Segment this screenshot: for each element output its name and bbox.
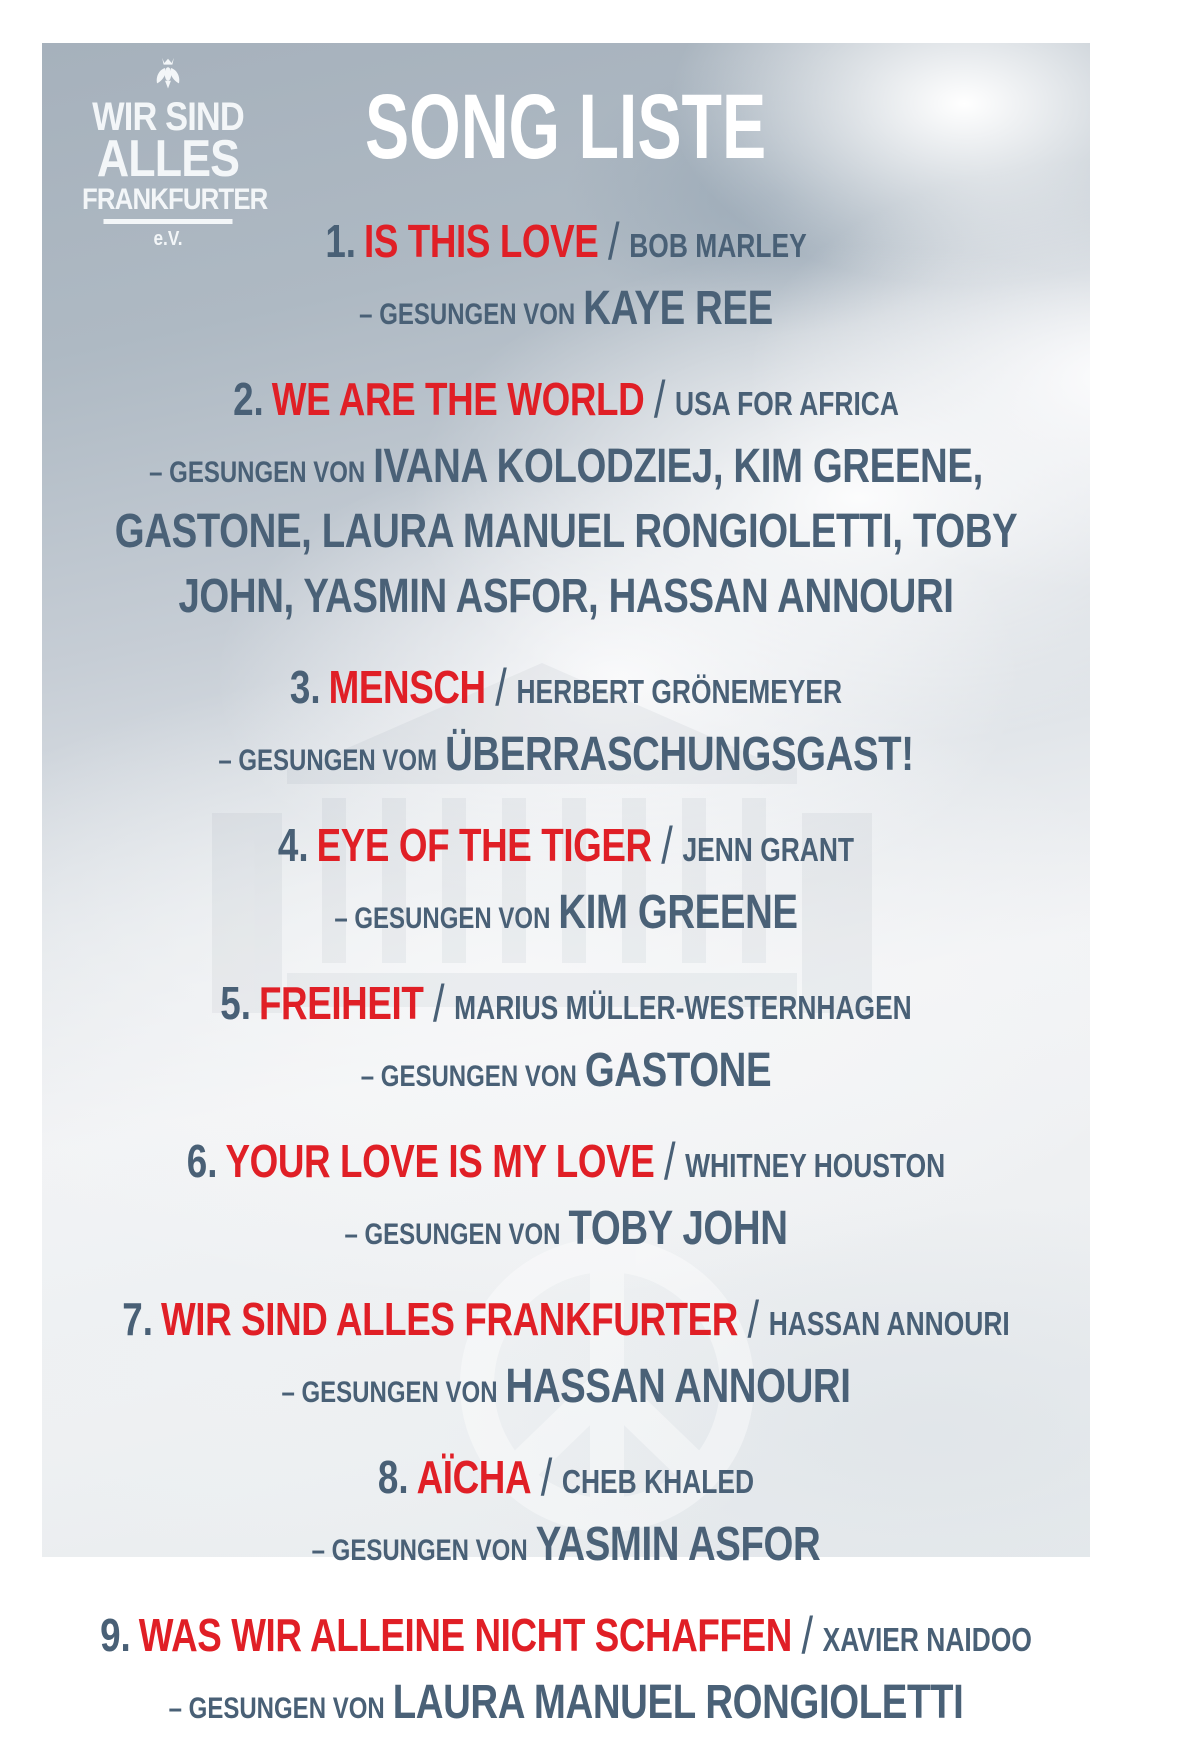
song-title-line (62, 973, 1070, 1044)
sung-by-prefix: – GESUNGEN VON (344, 1218, 561, 1251)
song-singer-line (62, 1202, 1070, 1267)
song-artist: HERBERT GRÖNEMEYER (516, 673, 843, 710)
slash-separator: / (433, 975, 445, 1033)
logo-line-2: ALLES (96, 130, 240, 188)
song-title: WIR SIND ALLES FRANKFURTER (160, 1293, 738, 1345)
song-singers: YASMIN ASFOR (535, 1518, 821, 1571)
song-singer-line (62, 1044, 1070, 1109)
song-artist: CHEB KHALED (561, 1463, 755, 1500)
song-singer-line (62, 886, 1070, 951)
sung-by-prefix: – GESUNGEN VON (168, 1692, 385, 1725)
song-singer-line (62, 1518, 1070, 1583)
song-singer-line (62, 440, 1070, 635)
song-title-line (62, 1605, 1070, 1676)
song-singers: KAYE REE (583, 282, 773, 335)
song-number: 4. (277, 819, 309, 871)
slash-separator: / (747, 1291, 760, 1349)
sung-by-prefix: – GESUNGEN VON (149, 456, 366, 489)
song-entry (62, 1605, 1070, 1741)
song-entry (62, 815, 1070, 951)
song-title: EYE OF THE TIGER (316, 819, 652, 871)
poster-background (42, 43, 1090, 1729)
song-number: 9. (100, 1609, 131, 1661)
song-title-line (62, 1131, 1070, 1202)
song-entry (62, 657, 1070, 793)
song-title: WAS WIR ALLEINE NICHT SCHAFFEN (138, 1609, 792, 1661)
sung-by-prefix: – GESUNGEN VON (311, 1534, 528, 1567)
logo-line-3: FRANKFURTER (82, 182, 268, 216)
song-entry (62, 211, 1070, 347)
song-singers: ÜBERRASCHUNGSGAST! (445, 728, 914, 781)
logo-ev-suffix: e.V. (153, 228, 183, 251)
sung-by-prefix: – GESUNGEN VON (334, 902, 551, 935)
sung-by-prefix: – GESUNGEN VON (360, 1060, 577, 1093)
song-singers: IVANA KOLODZIEJ, KIM GREENE, GASTONE, LAURA MANUEL RONGIOLETTI, TOBY JOHN, YASMIN ASFOR, HASSAN ANNOURI (114, 440, 1018, 623)
song-artist: MARIUS MÜLLER-WESTERNHAGEN (454, 989, 912, 1026)
song-entry (62, 1289, 1070, 1425)
song-artist: USA FOR AFRICA (675, 385, 899, 422)
sung-by-prefix: – GESUNGEN VON (281, 1376, 498, 1409)
song-singers: HASSAN ANNOURI (505, 1360, 851, 1413)
song-number: 1. (325, 215, 357, 267)
song-number: 5. (220, 977, 251, 1029)
logo-line-1: WIR SIND (92, 95, 244, 139)
song-singers: GASTONE (584, 1044, 772, 1097)
slash-separator: / (495, 659, 507, 717)
slash-separator: / (608, 213, 620, 271)
song-title: YOUR LOVE IS MY LOVE (225, 1135, 655, 1187)
sung-by-prefix: – GESUNGEN VOM (218, 744, 438, 777)
song-singers: KIM GREENE (558, 886, 798, 939)
song-number: 3. (289, 661, 321, 713)
page-title: SONG LISTE (365, 76, 767, 178)
song-entry (62, 369, 1070, 635)
slash-separator: / (801, 1607, 814, 1665)
song-singer-line (62, 282, 1070, 347)
song-singer-line (62, 1676, 1070, 1741)
song-title-line (62, 657, 1070, 728)
song-title-line (62, 1447, 1070, 1518)
song-singer-line (62, 1360, 1070, 1425)
song-artist: WHITNEY HOUSTON (685, 1147, 946, 1184)
song-title-line (62, 815, 1070, 886)
song-artist: BOB MARLEY (629, 227, 807, 264)
slash-separator: / (540, 1449, 553, 1507)
song-singers: TOBY JOHN (568, 1202, 788, 1255)
song-artist: HASSAN ANNOURI (768, 1305, 1010, 1342)
slash-separator: / (661, 817, 673, 875)
song-number: 2. (233, 373, 264, 425)
song-title: WE ARE THE WORLD (271, 373, 645, 425)
song-singers: LAURA MANUEL RONGIOLETTI (392, 1676, 964, 1729)
song-title: FREIHEIT (258, 977, 424, 1029)
song-title: MENSCH (328, 661, 486, 713)
song-entry (62, 1447, 1070, 1583)
slash-separator: / (663, 1133, 676, 1191)
song-list (0, 211, 1196, 1763)
song-entry (62, 973, 1070, 1109)
song-title-line (62, 1289, 1070, 1360)
song-title: AÏCHA (416, 1451, 532, 1503)
song-artist: JENN GRANT (682, 831, 855, 868)
song-number: 8. (377, 1451, 409, 1503)
slash-separator: / (653, 371, 666, 429)
song-title-line (62, 211, 1070, 282)
song-entry (62, 1131, 1070, 1267)
song-title-line (62, 369, 1070, 440)
song-artist: XAVIER NAIDOO (822, 1621, 1032, 1658)
page-title-wrap (42, 76, 1090, 178)
song-number: 7. (122, 1293, 153, 1345)
song-singer-line (62, 728, 1070, 793)
song-number: 6. (186, 1135, 218, 1187)
sung-by-prefix: – GESUNGEN VON (359, 298, 576, 331)
song-title: IS THIS LOVE (364, 215, 599, 267)
